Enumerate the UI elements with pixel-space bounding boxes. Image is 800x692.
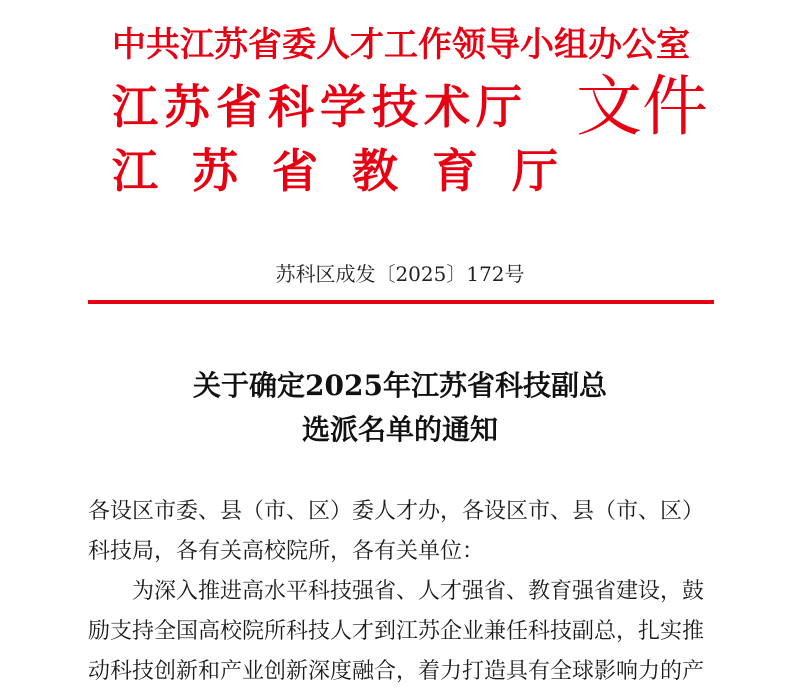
document-body xyxy=(88,492,714,692)
red-divider xyxy=(88,300,714,304)
document-header xyxy=(0,0,800,260)
issuer-party-office: 中共江苏省委人才工作领导小组办公室 xyxy=(112,25,690,65)
title-line-2: 选派名单的通知 xyxy=(301,413,498,446)
paragraph-line-2: 励支持全国高校院所科技人才到江苏企业兼任科技副总，扎实推 xyxy=(88,619,705,644)
issuer-education-dept: 江苏省教育厅 xyxy=(112,144,592,198)
document-suffix: 文件 xyxy=(576,68,708,145)
document-title xyxy=(0,364,800,452)
paragraph-line-3: 动科技创新和产业创新深度融合，着力打造具有全球影响力的产 xyxy=(88,659,705,684)
paragraph-line-1: 为深入推进高水平科技强省、人才强省、教育强省建设，鼓 xyxy=(132,579,705,604)
issuer-science-dept: 江苏省科学技术厅 xyxy=(112,80,528,134)
document-number: 苏科区成发〔2025〕172号 xyxy=(275,262,525,286)
addressee-line-1: 各设区市委、县（市、区）委人才办，各设区市、县（市、区） xyxy=(88,499,705,524)
addressee-line-2: 科技局，各有关高校院所，各有关单位： xyxy=(88,539,485,564)
title-line-1: 关于确定2025年江苏省科技副总 xyxy=(193,369,607,402)
